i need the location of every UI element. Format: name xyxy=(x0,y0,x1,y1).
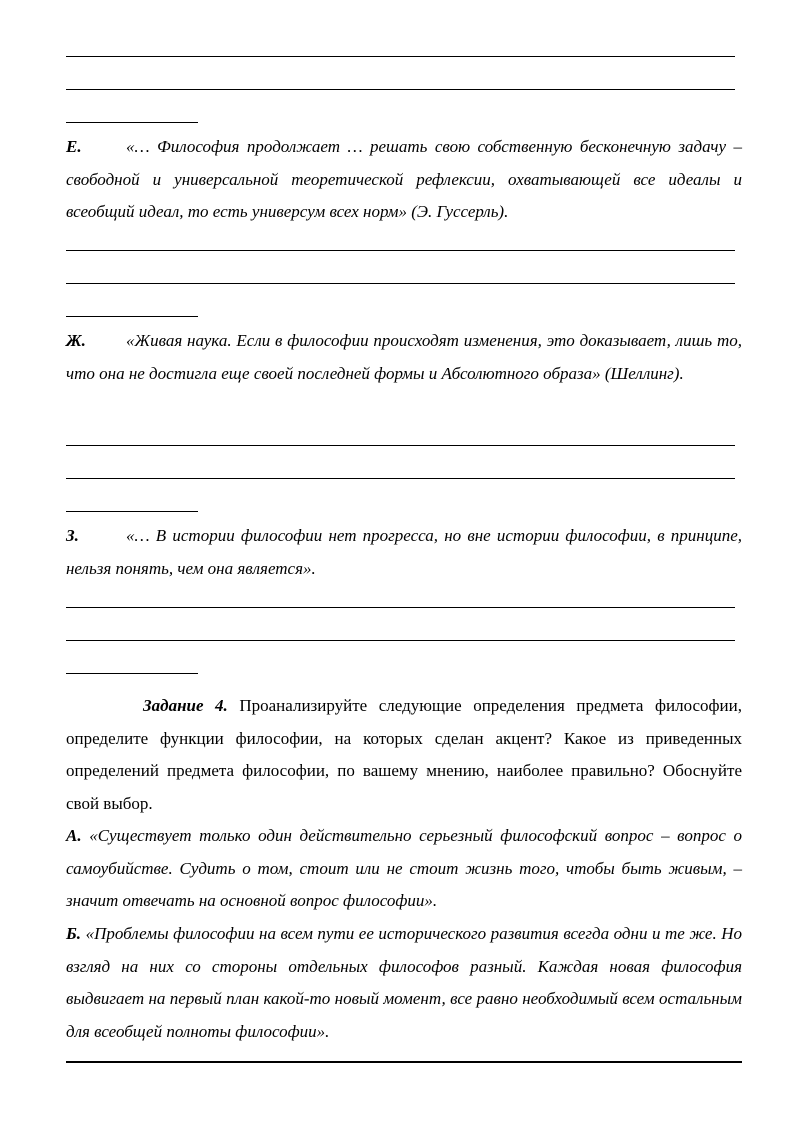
answer-line[interactable] xyxy=(66,250,735,251)
answer-line-short[interactable] xyxy=(66,316,198,317)
answer-line[interactable] xyxy=(66,283,735,284)
answer-line-short[interactable] xyxy=(66,122,198,123)
quote-z xyxy=(66,520,742,585)
quote-zh xyxy=(66,325,742,390)
quote-letter: З. xyxy=(66,526,79,545)
answer-line[interactable] xyxy=(66,607,735,608)
definition-text: «Существует только один действительно серьезный философский вопрос – вопрос о самоубийстве. Судить о том, стоит или не стоит жизнь того, чтобы быть живым, – значит отвечать на основной вопрос философии». xyxy=(66,826,743,910)
quote-letter: Е. xyxy=(66,137,82,156)
quote-letter: Ж. xyxy=(66,331,86,350)
answer-line-short[interactable] xyxy=(66,511,198,512)
quote-e xyxy=(66,131,742,229)
definition-b xyxy=(66,918,742,1048)
definition-letter: Б. xyxy=(66,924,82,943)
quote-text: «Живая наука. Если в философии происходят изменения, это доказывает, лишь то, что она не достигла еще своей последней формы и Абсолютного образа» (Шеллинг). xyxy=(66,331,742,383)
section-divider xyxy=(66,1061,742,1063)
definition-text: «Проблемы философии на всем пути ее исторического развития всегда одни и те же. Но взгляд на них со стороны отдельных философов разный. Каждая новая философия выдвигает на первый план какой-то новый момент, все равно необходимый всем остальным для всеобщей полноты философии». xyxy=(66,924,743,1041)
quote-text: «… Философия продолжает … решать свою собственную бесконечную задачу – свободной и универсальной теоретической рефлексии, охватывающей все идеалы и всеобщий идеал, то есть универсум всех норм» (Э. Гуссерль). xyxy=(66,137,742,221)
definition-letter: А. xyxy=(66,826,82,845)
task-label: Задание 4. xyxy=(143,696,228,715)
answer-line[interactable] xyxy=(66,56,735,57)
answer-line[interactable] xyxy=(66,445,735,446)
quote-text: «… В истории философии нет прогресса, но вне истории философии, в принципе, нельзя понять, чем она является». xyxy=(66,526,742,578)
answer-line-short[interactable] xyxy=(66,673,198,674)
definition-a xyxy=(66,820,742,918)
task-text: Проанализируйте следующие определения предмета философии, определите функции философии, на которых сделан акцент? Какое из приведенных определений предмета философии, по вашему мнению, наиболее правильно? Обоснуйте свой выбор. xyxy=(66,696,742,813)
answer-line[interactable] xyxy=(66,89,735,90)
task-4 xyxy=(66,690,742,820)
answer-line[interactable] xyxy=(66,478,735,479)
answer-line[interactable] xyxy=(66,640,735,641)
